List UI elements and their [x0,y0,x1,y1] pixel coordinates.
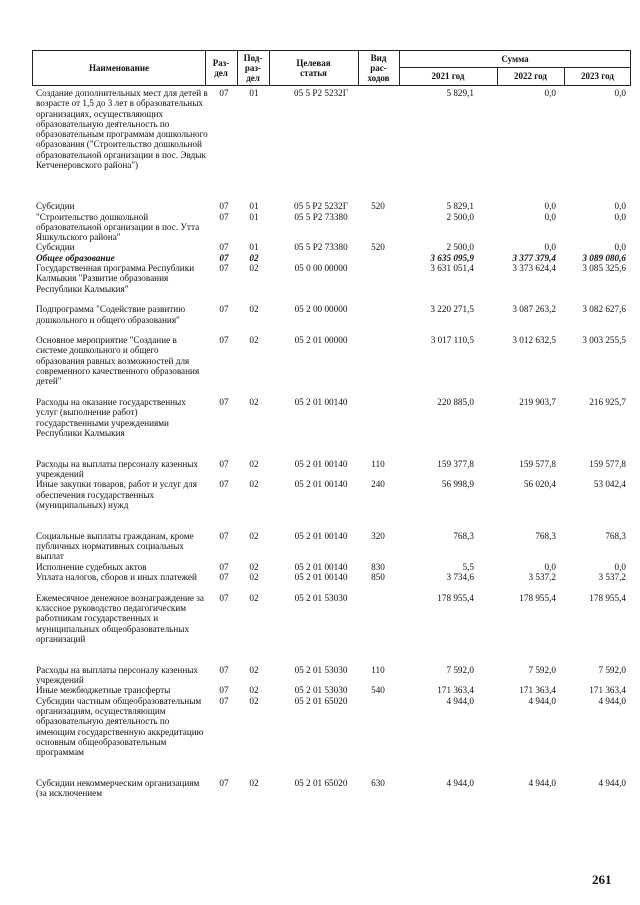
table-row [32,562,631,572]
row-sum-2021: 4 944,0 [446,778,474,788]
header-vid: Вид рас- ходов [367,53,390,83]
row-razdel: 07 [219,88,229,98]
header-razdel: Раз- дел [212,58,230,78]
row-sum-2022: 0,0 [544,242,556,253]
table-body [32,88,631,799]
table-row [32,479,631,531]
row-sum-2022: 3 537,2 [528,572,556,583]
row-sum-2021: 768,3 [453,530,474,541]
row-name: Социальные выплаты гражданам, кроме публичных нормативных социальных выплат [36,530,194,562]
row-razdel: 07 [219,778,229,788]
header-celevaya: Целевая статья [296,58,331,78]
row-celevaya-statya: 05 2 01 00140 [294,458,348,469]
row-sum-2022: 159 577,8 [519,458,556,469]
row-sum-2022: 4 944,0 [528,695,556,706]
row-podrazdel: 02 [249,592,259,603]
row-sum-2021: 171 363,4 [437,685,474,696]
header-name: Наименование [89,63,149,73]
table-row [32,778,631,799]
table-row [32,459,631,480]
row-name: Субсидии частным общеобразовательным организациям, осуществляющим образовательную деятельность по имеющим государственную аккредитацию основным общеобразовательным программам [36,695,204,758]
row-celevaya-statya: 05 2 01 00140 [294,561,348,572]
row-sum-2023: 4 944,0 [598,695,626,706]
row-sum-2023: 3 537,2 [598,572,626,583]
row-celevaya-statya: 05 2 01 53030 [294,592,348,603]
row-vid-rashodov: 630 [371,778,385,788]
row-name: Ежемесячное денежное вознаграждение за классное руководство педагогическим работникам государственных и муниципальных общеобразовательных организаций [36,592,204,644]
row-name: Иные межбюджетные трансферты [36,685,171,696]
row-name: Общее образование [36,252,115,263]
row-sum-2022: 3 373 624,4 [512,263,556,274]
table-row [32,335,631,397]
row-podrazdel: 02 [249,695,259,706]
row-sum-2023: 159 577,8 [589,458,626,469]
row-vid-rashodov: 520 [371,242,385,253]
row-podrazdel: 02 [249,479,259,490]
row-podrazdel: 02 [249,396,259,407]
row-podrazdel: 01 [249,201,259,212]
row-sum-2023: 3 089 080,6 [582,252,626,263]
row-vid-rashodov: 240 [371,479,385,490]
row-sum-2022: 219 903,7 [519,396,556,407]
row-sum-2021: 3 631 051,4 [430,263,474,274]
row-name: Иные закупки товаров, работ и услуг для обеспечения государственных (муниципальных) нужд [36,479,197,510]
row-sum-2022: 171 363,4 [519,685,556,696]
row-vid-rashodov: 110 [371,458,385,469]
row-razdel: 07 [219,664,229,675]
table-row [32,572,631,593]
row-podrazdel: 02 [249,685,259,696]
row-sum-2023: 0,0 [614,242,626,253]
row-sum-2023: 0,0 [614,211,626,222]
row-sum-2023: 3 082 627,6 [582,304,626,315]
row-celevaya-statya: 05 2 01 00140 [294,572,348,583]
row-sum-2021: 2 500,0 [446,242,474,253]
table-row [32,201,631,211]
row-sum-2023: 4 944,0 [598,778,626,788]
row-razdel: 07 [219,396,229,407]
table-row [32,696,631,778]
row-sum-2021: 178 955,4 [437,592,474,603]
table-row [32,253,631,263]
table-row [32,665,631,686]
row-name: Расходы на выплаты персоналу казенных учреждений [36,664,199,686]
row-podrazdel: 02 [249,458,259,469]
row-sum-2023: 7 592,0 [598,664,626,675]
header-podrazdel: Под- раз- дел [243,53,263,83]
table-row [32,263,631,304]
row-sum-2022: 56 020,4 [523,479,556,490]
row-sum-2023: 3 003 255,5 [582,335,626,346]
row-podrazdel: 02 [249,561,259,572]
row-razdel: 07 [219,201,229,212]
row-name: "Строительство дошкольной образовательной организации в пос. Утта Яшкульского района" [36,211,200,243]
row-sum-2021: 3 635 095,9 [430,252,474,263]
row-razdel: 07 [219,211,229,222]
row-razdel: 07 [219,695,229,706]
row-celevaya-statya: 05 5 Р2 5232Г [293,88,349,98]
row-podrazdel: 02 [249,572,259,583]
row-sum-2022: 4 944,0 [528,778,556,788]
row-sum-2021: 56 998,9 [441,479,474,490]
row-podrazdel: 01 [249,88,259,98]
header-summa: Сумма [501,54,529,64]
row-razdel: 07 [219,458,229,469]
row-vid-rashodov: 520 [371,201,385,212]
row-name: Создание дополнительных мест для детей в возрасте от 1,5 до 3 лет в образовательных организациях, осуществляющих образовательную деятельность по образовательным программам дошкольного образования ("Строительство дошкольной образовательной организации в пос. Эвдык Кетченеровского района") [36,88,208,171]
row-celevaya-statya: 05 5 Р2 5232Г [293,201,349,212]
row-sum-2023: 178 955,4 [589,592,626,603]
row-name: Субсидии [36,242,75,253]
row-name: Государственная программа Республики Калмыкия "Развитие образования Республики Калмыкия" [36,263,195,294]
row-name: Подпрограмма "Содействие развитию дошкольного и общего образования" [36,304,186,325]
table-header [32,50,631,86]
row-celevaya-statya: 05 2 00 00000 [294,304,348,315]
row-sum-2022: 0,0 [544,201,556,212]
row-sum-2023: 3 085 325,6 [582,263,626,274]
row-podrazdel: 02 [249,778,259,788]
header-2022: 2022 год [514,71,547,81]
row-celevaya-statya: 05 2 01 00000 [294,335,348,346]
row-name: Субсидии некоммерческим организациям (за исключением [36,778,200,799]
row-vid-rashodov: 830 [371,561,385,572]
row-sum-2022: 178 955,4 [519,592,556,603]
row-sum-2021: 2 500,0 [446,211,474,222]
row-sum-2023: 768,3 [605,530,626,541]
row-razdel: 07 [219,304,229,315]
row-vid-rashodov: 110 [371,664,385,675]
row-sum-2022: 0,0 [544,211,556,222]
table-row [32,304,631,335]
row-podrazdel: 01 [249,242,259,253]
row-sum-2022: 0,0 [544,88,556,98]
row-sum-2023: 0,0 [614,88,626,98]
header-2023: 2023 год [581,71,614,81]
row-razdel: 07 [219,263,229,274]
row-sum-2021: 5,5 [462,561,474,572]
row-razdel: 07 [219,592,229,603]
row-vid-rashodov: 850 [371,572,385,583]
row-name: Субсидии [36,201,75,212]
row-sum-2022: 7 592,0 [528,664,556,675]
row-podrazdel: 02 [249,530,259,541]
row-celevaya-statya: 05 2 01 53030 [294,664,348,675]
page-number: 261 [592,872,612,887]
row-sum-2023: 171 363,4 [589,685,626,696]
row-celevaya-statya: 05 2 01 65020 [294,695,348,706]
table-row [32,397,631,459]
row-sum-2023: 216 925,7 [589,396,626,407]
row-podrazdel: 02 [249,304,259,315]
row-sum-2022: 3 087 263,2 [512,304,556,315]
row-sum-2022: 768,3 [535,530,556,541]
row-razdel: 07 [219,479,229,490]
row-razdel: 07 [219,242,229,253]
row-sum-2021: 7 592,0 [446,664,474,675]
row-razdel: 07 [219,530,229,541]
table-row [32,531,631,562]
row-celevaya-statya: 05 0 00 00000 [294,263,348,274]
row-vid-rashodov: 320 [371,530,385,541]
row-sum-2023: 0,0 [614,201,626,212]
row-name: Расходы на выплаты персоналу казенных учреждений [36,458,199,480]
table-row [32,685,631,695]
row-razdel: 07 [219,252,229,263]
row-sum-2021: 4 944,0 [446,695,474,706]
row-sum-2021: 3 734,6 [446,572,474,583]
row-razdel: 07 [219,561,229,572]
table-row [32,242,631,252]
table-row [32,88,631,201]
row-podrazdel: 02 [249,335,259,346]
row-podrazdel: 02 [249,263,259,274]
row-celevaya-statya: 05 2 01 00140 [294,530,348,541]
table-row [32,593,631,665]
row-sum-2022: 3 012 632,5 [512,335,556,346]
row-sum-2021: 220 885,0 [437,396,474,407]
row-vid-rashodov: 540 [371,685,385,696]
row-celevaya-statya: 05 5 Р2 73380 [294,242,348,253]
row-name: Уплата налогов, сборов и иных платежей [36,572,197,583]
row-podrazdel: 01 [249,211,259,222]
row-sum-2021: 159 377,8 [437,458,474,469]
row-razdel: 07 [219,685,229,696]
header-2021: 2021 год [431,71,465,81]
row-podrazdel: 02 [249,664,259,675]
row-podrazdel: 02 [249,252,259,263]
row-sum-2021: 5 829,1 [446,88,474,98]
row-name: Исполнение судебных актов [36,561,147,572]
row-name: Расходы на оказание государственных услуг (выполнение работ) государственными учреждениями Республики Калмыкия [36,396,186,438]
row-sum-2022: 3 377 379,4 [512,252,556,263]
row-celevaya-statya: 05 5 Р2 73380 [294,211,348,222]
row-celevaya-statya: 05 2 01 65020 [294,778,348,788]
row-sum-2021: 3 220 271,5 [430,304,474,315]
row-celevaya-statya: 05 2 01 53030 [294,685,348,696]
row-razdel: 07 [219,335,229,346]
row-sum-2021: 3 017 110,5 [430,335,474,346]
row-razdel: 07 [219,572,229,583]
row-sum-2023: 53 042,4 [593,479,626,490]
table-row [32,212,631,243]
row-celevaya-statya: 05 2 01 00140 [294,479,348,490]
row-sum-2022: 0,0 [544,561,556,572]
row-celevaya-statya: 05 2 01 00140 [294,396,348,407]
row-sum-2021: 5 829,1 [446,201,474,212]
row-name: Основное мероприятие "Создание в системе дошкольного и общего образования равных возможностей для современного качественного образования детей" [36,335,200,387]
row-sum-2023: 0,0 [614,561,626,572]
